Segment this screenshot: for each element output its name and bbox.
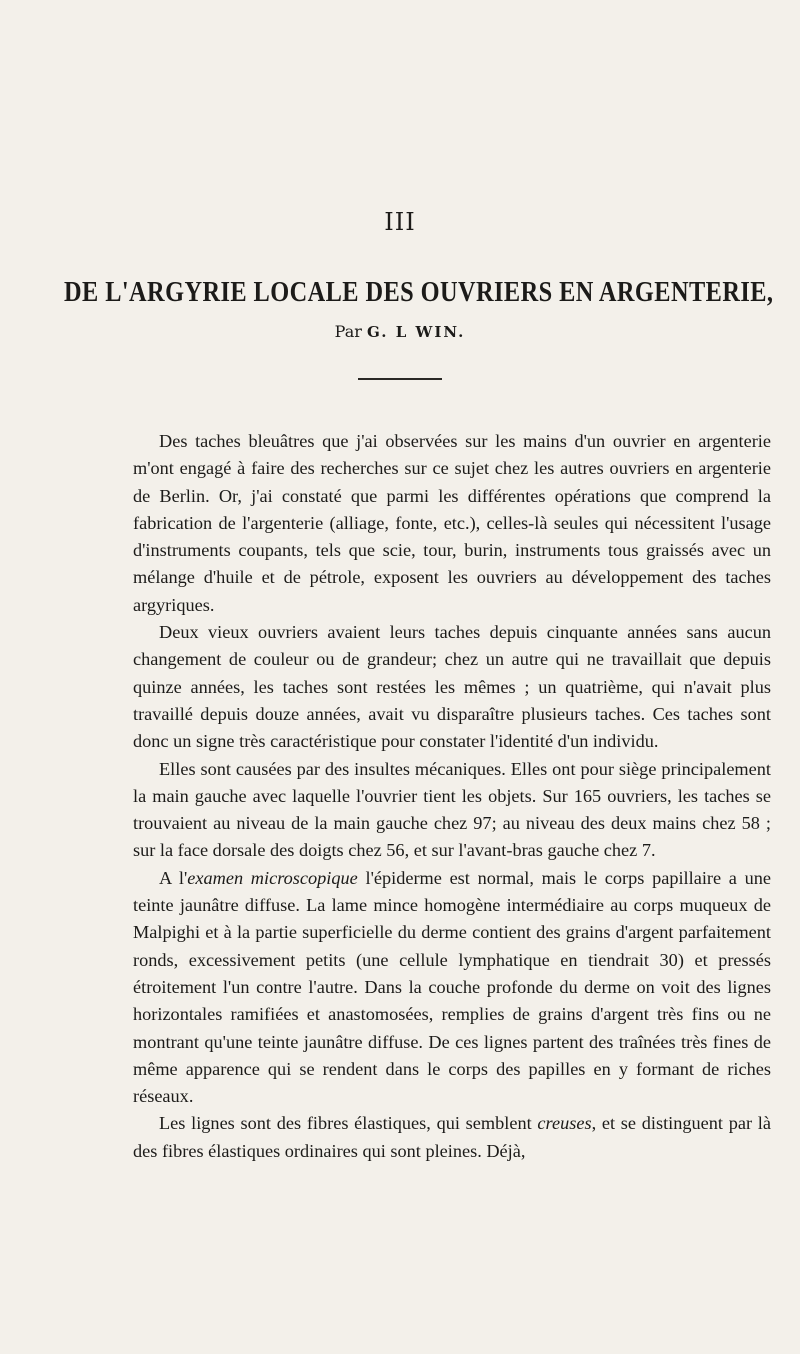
paragraph-3-text: Elles sont causées par des insultes mécaniques. Elles ont pour siège principalement la main gauche avec laquelle l'ouvrier tient les objets. Sur 165 ouvriers, les taches se trouvaient au niveau de la main gauche chez 97; au niveau des deux mains chez 58 ; sur la face dorsale des doigts chez 56, et sur l'avant-bras gauche chez 7. [133,758,771,861]
article-title: DE L'ARGYRIE LOCALE DES OUVRIERS EN ARGENTERIE, [64,276,774,308]
paragraph-5 [133,1110,771,1165]
paragraph-1-text: Des taches bleuâtres que j'ai observées sur les mains d'un ouvrier en argenterie m'ont engagé à faire des recherches sur ce sujet chez les autres ouvriers en argenterie de Berlin. Or, j'ai constaté que parmi les différentes opérations que comprend la fabrication de l'argenterie (alliage, fonte, etc.), celles-là seules qui nécessitent l'usage d'instruments coupants, tels que scie, tour, burin, instruments tous graissés avec un mélange d'huile et de pétrole, exposent les ouvriers au développement des taches argyriques. [133,431,771,615]
title-divider [358,378,442,380]
paragraph-3 [133,756,771,865]
paragraph-4-lead: A l' [159,867,188,888]
paragraph-2 [133,619,771,755]
byline-author: G. L WIN. [367,323,466,341]
paragraph-1 [133,428,771,619]
paragraph-4-text: l'épiderme est normal, mais le corps papillaire a une teinte jaunâtre diffuse. La lame mince homogène intermédiaire au corps muqueux de Malpighi et à la partie superficielle du derme contient des grains d'argent parfaitement ronds, excessivement petits (une cellule lymphatique en tiendrait 30) et pressés étroitement l'un contre l'autre. Dans la couche profonde du derme on voit des lignes horizontales ramifiées et anastomosées, remplies de grains d'argent très fins ou ne montrant qu'une teinte jaunâtre diffuse. De ces lignes partent des traînées très fines de même apparence qui se rendent dans le corps des papilles en y formant de riches réseaux. [133,867,772,1107]
section-number: III [384,208,416,236]
byline [0,322,800,341]
paragraph-2-text: Deux vieux ouvriers avaient leurs taches depuis cinquante années sans aucun changement de couleur ou de grandeur; chez un autre qui ne travaillait que depuis quinze années, les taches sont restées les mêmes ; un quatrième, qui n'avait plus travaillé depuis douze années, avait vu disparaître plusieurs taches. Ces taches sont donc un signe très caractéristique pour constater l'identité d'un individu. [133,622,771,752]
byline-prefix: Par [334,322,362,341]
paragraph-4 [133,865,771,1111]
article-body [133,428,771,1165]
paragraph-4-emphasis: examen microscopique [187,867,358,888]
paragraph-5-text: , et se distinguent par là des fibres élastiques ordinaires qui sont pleines. Déjà, [133,1113,771,1161]
paragraph-5-emphasis: creuses [537,1113,592,1134]
paragraph-5-lead: Les lignes sont des fibres élastiques, qui semblent [159,1113,538,1134]
